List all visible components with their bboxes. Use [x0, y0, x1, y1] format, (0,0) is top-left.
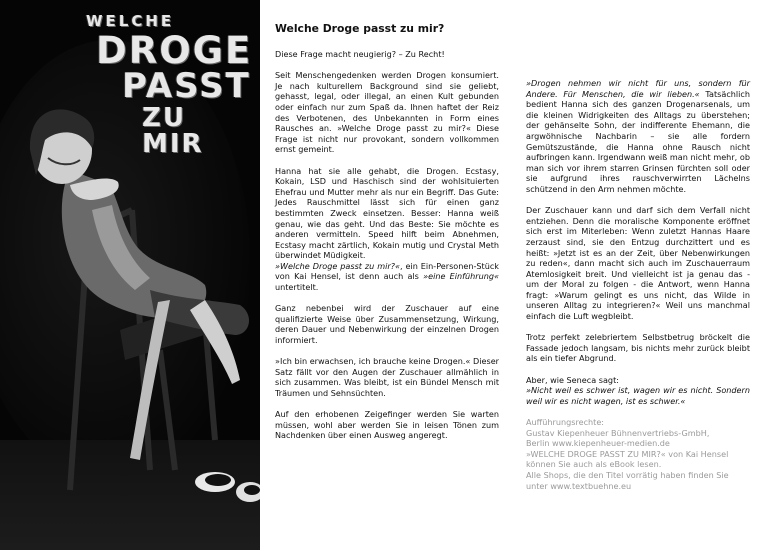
- credits-line-3: Berlin www.kiepenheuer-medien.de: [526, 438, 670, 449]
- seneca-intro: Aber, wie Seneca sagt:: [526, 374, 619, 385]
- article-paragraph-7: Der Zuschauer kann und darf sich dem Verfall nicht entziehen. Denn die moralische Komponente eröffnet sich erst im Miterleben: Wenn zuletzt Hannas Haare zerzaust sind, sie den Entzug durchzittert und es heißt: »Jetzt ist es an der Zeit, über Nebenwirkungen zu reden«, dann macht sich auch im Zuschauerraum Atemlosigkeit breit. Und vielleicht ist ja genau das - um der Moral zu folgen - die Antwort, wenn Hanna fragt: »Warum gelingt es uns nicht, das Wilde in unseren Alltag zu integrieren?« Weil uns manchmal einfach die Luft wegbleibt.: [526, 205, 750, 322]
- logo-line-1: WELCHE: [86, 12, 175, 30]
- article-paragraph-8: Trotz perfekt zelebriertem Selbstbetrug bröckelt die Fassade jedoch langsam, bis nichts mehr zurück bleibt als ein tiefer Abgrund.: [526, 332, 750, 364]
- article-paragraph-3: Ganz nebenbei wird der Zuschauer auf eine qualifizierte Weise über Zusammensetzung, Wirkung, deren Dauer und Nebenwirkung der einzelnen Drogen informiert.: [275, 303, 499, 346]
- article-column-right: [526, 22, 750, 550]
- logo-line-4: ZU MIR: [142, 103, 204, 159]
- credits-line-1: Aufführungsrechte:: [526, 417, 605, 427]
- credits-line-7: unter www.textbuehne.eu: [526, 480, 632, 491]
- stage-photo: [0, 0, 260, 550]
- article-paragraph-2-text: Hanna hat sie alle gehabt, die Drogen. Ecstasy, Kokain, LSD und Haschisch sind der wohlsituierten Ehefrau und Mutter mehr als nur ein Begriff. Das Gute: Jedes Rauschmittel lässt sich für einen ganz bestimmten Zweck einsetzen. Besser: Hanna weiß genau, wie das geht. Und das Beste: Sie möchte es anderen vermitteln. Speed hilft beim Abnehmen, Ecstasy macht zärtlich, Kokain mutig und Crystal Meth überwindet Müdigkeit.: [275, 165, 499, 261]
- credits-line-6: Alle Shops, die den Titel vorrätig haben finden Sie: [526, 469, 729, 480]
- article-paragraph-5: Auf den erhobenen Zeigefinger werden Sie warten müssen, wohl aber werden Sie in leisen Tönen zum Nachdenken über einen Ausweg angeregt.: [275, 409, 499, 441]
- logo-line-3: PASST: [122, 66, 251, 106]
- rights-credits: [526, 417, 750, 491]
- article-paragraph-6: [526, 78, 750, 195]
- article-intro: Diese Frage macht neugierig? – Zu Recht!: [275, 49, 445, 59]
- seneca-quote: »Nicht weil es schwer ist, wagen wir es nicht. Sondern weil wir es nicht wagen, ist es schwer.«: [526, 385, 750, 406]
- article-paragraph-2-mid: , ein Ein-Personen-Stück von Kai Hensel, ist denn auch als: [275, 260, 499, 282]
- article-paragraph-2-end: untertitelt.: [275, 282, 319, 293]
- play-title-quote: »Welche Droge passt zu mir?«: [275, 260, 400, 271]
- article: [260, 0, 778, 550]
- article-headline: Welche Droge passt zu mir?: [275, 22, 445, 35]
- article-paragraph-6-text: Tatsächlich bedient Hanna sich des ganzen Drogenarsenals, um die kleinen Widrigkeiten des Alltags zu überstehen; der gehänselte Sohn, der indifferente Ehemann, die argwöhnische Nachbarin – sie alle fordern Gemütszustände, die Hanna ohne Rausch nicht aufbringen kann. Irgendwann weiß man nicht mehr, ob man sich vor ihrem starren Grinsen fürchten soll oder sie aufgrund ihres rauschverwirrten Lächelns schützend in den Arm nehmen möchte.: [526, 88, 750, 194]
- logo-line-2: DROGE: [96, 29, 253, 72]
- article-paragraph-4: »Ich bin erwachsen, ich brauche keine Drogen.« Dieser Satz fällt vor den Augen der Zuschauer allmählich in sich zusammen. Was bleibt, ist ein Bündel Mensch mit Träumen und Sehnsüchten.: [275, 356, 499, 398]
- credits-line-2: Gustav Kiepenheuer Bühnenvertriebs-GmbH,: [526, 427, 710, 438]
- article-paragraph-1: Seit Menschengedenken werden Drogen konsumiert. Je nach kulturellem Background sind sie geliebt, gehasst, legal, oder illegal, an einen Kult gebunden oder einfach nur zum Spaß da. Ihnen haftet der Reiz des Verbotenen, des Unbekannten in Form eines Rausches an. »Welche Droge passt zu mir?« Diese Frage ist nicht nur provokant, sondern vollkommen ernst gemeint.: [275, 70, 499, 155]
- credits-line-5: können Sie auch als eBook lesen.: [526, 459, 662, 470]
- subtitle-quote: »eine Einführung«: [423, 271, 500, 282]
- credits-line-4: »WELCHE DROGE PASST ZU MIR?« von Kai Hensel: [526, 448, 729, 459]
- play-title-logo: [86, 12, 253, 159]
- article-paragraph-2: [275, 166, 499, 293]
- seneca-quote-block: [526, 375, 750, 407]
- hanna-quote: »Drogen nehmen wir nicht für uns, sondern für Andere. Für Menschen, die wir lieben.«: [526, 78, 750, 99]
- article-column-left: [275, 22, 499, 550]
